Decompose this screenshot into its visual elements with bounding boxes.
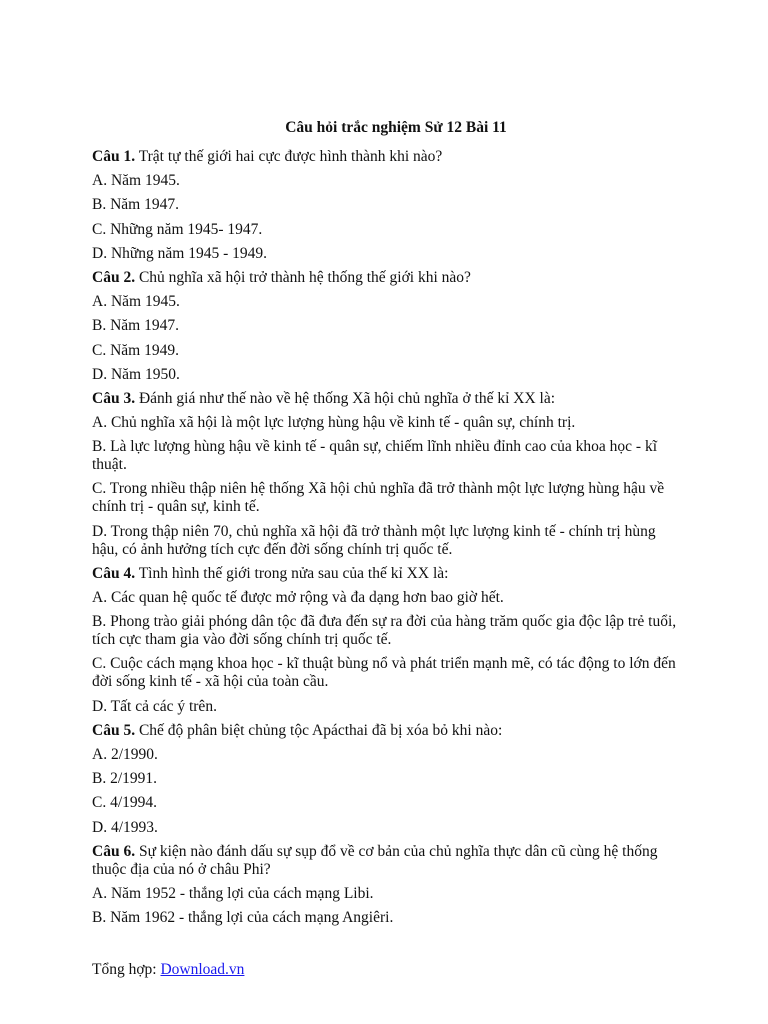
- footer-prefix: Tổng hợp:: [92, 961, 161, 978]
- answer-option: D. Trong thập niên 70, chủ nghĩa xã hội đã trở thành một lực lượng kinh tế - chính trị hùng hậu, có ảnh hưởng tích cực đến đời sống chính trị quốc tế.: [92, 522, 656, 558]
- question-text: Chủ nghĩa xã hội trở thành hệ thống thế giới khi nào?: [138, 268, 471, 286]
- answer-option: B. 2/1991.: [92, 770, 158, 788]
- question-number: Câu 5.: [92, 721, 136, 739]
- answer-option: B. Là lực lượng hùng hậu về kinh tế - quân sự, chiếm lĩnh nhiều đỉnh cao của khoa học - kĩ thuật.: [92, 438, 658, 474]
- question: [92, 843, 682, 879]
- question-text: Tình hình thế giới trong nửa sau của thế kỉ XX là:: [138, 564, 449, 582]
- question: [92, 269, 682, 287]
- answer-option: D. Tất cả các ý trên.: [92, 697, 217, 715]
- answer-option: C. Năm 1949.: [92, 341, 179, 359]
- answer-option: A. Chủ nghĩa xã hội là một lực lượng hùng hậu về kinh tế - quân sự, chính trị.: [92, 414, 576, 432]
- answer-option: A. Năm 1945.: [92, 172, 180, 190]
- answer-option: B. Năm 1947.: [92, 317, 179, 335]
- answer-option: A. Các quan hệ quốc tế được mở rộng và đa dạng hơn bao giờ hết.: [92, 589, 504, 606]
- question-number: Câu 2.: [92, 268, 136, 286]
- question: [92, 722, 682, 740]
- question-number: Câu 6.: [92, 842, 136, 860]
- answer-option: A. Năm 1952 - thắng lợi của cách mạng Libi.: [92, 884, 374, 902]
- answer-option: C. 4/1994.: [92, 794, 158, 812]
- answer-option: D. 4/1993.: [92, 818, 158, 836]
- question-text: Sự kiện nào đánh dấu sự sụp đổ về cơ bản của chủ nghĩa thực dân cũ cùng hệ thống thuộc địa của nó ở châu Phi?: [92, 842, 658, 878]
- question-text: Trật tự thế giới hai cực được hình thành khi nào?: [138, 148, 443, 165]
- question-number: Câu 4.: [92, 564, 136, 582]
- page-title: Câu hỏi trắc nghiệm Sử 12 Bài 11: [285, 119, 507, 136]
- answer-option: B. Phong trào giải phóng dân tộc đã đưa đến sự ra đời của hàng trăm quốc gia độc lập trẻ tuổi, tích cực tham gia vào đời sống chính trị quốc tế.: [92, 613, 677, 649]
- footer: [92, 960, 244, 980]
- question-number: Câu 1.: [92, 148, 136, 165]
- answer-option: C. Trong nhiều thập niên hệ thống Xã hội chủ nghĩa đã trở thành một lực lượng hùng hậu về chính trị - quân sự, kinh tế.: [92, 480, 665, 516]
- answer-option: A. 2/1990.: [92, 745, 158, 763]
- answer-option: D. Những năm 1945 - 1949.: [92, 244, 268, 262]
- question-text: Đánh giá như thế nào về hệ thống Xã hội chủ nghĩa ở thế kỉ XX là:: [138, 389, 556, 407]
- question-list: [92, 148, 682, 933]
- answer-option: D. Năm 1950.: [92, 365, 180, 383]
- question-text: Chế độ phân biệt chủng tộc Apácthai đã bị xóa bỏ khi nào:: [138, 721, 503, 739]
- answer-option: A. Năm 1945.: [92, 293, 180, 311]
- footer-link[interactable]: Download.vn: [160, 961, 245, 978]
- answer-option: B. Năm 1962 - thắng lợi của cách mạng Angiêri.: [92, 909, 394, 927]
- answer-option: C. Những năm 1945- 1947.: [92, 220, 263, 238]
- question-number: Câu 3.: [92, 389, 136, 407]
- question: [92, 148, 682, 166]
- answer-option: C. Cuộc cách mạng khoa học - kĩ thuật bùng nổ và phát triển mạnh mẽ, có tác động to lớn đến đời sống kinh tế - xã hội của toàn cầu.: [92, 655, 676, 691]
- question: [92, 390, 682, 408]
- question: [92, 565, 682, 583]
- answer-option: B. Năm 1947.: [92, 196, 179, 214]
